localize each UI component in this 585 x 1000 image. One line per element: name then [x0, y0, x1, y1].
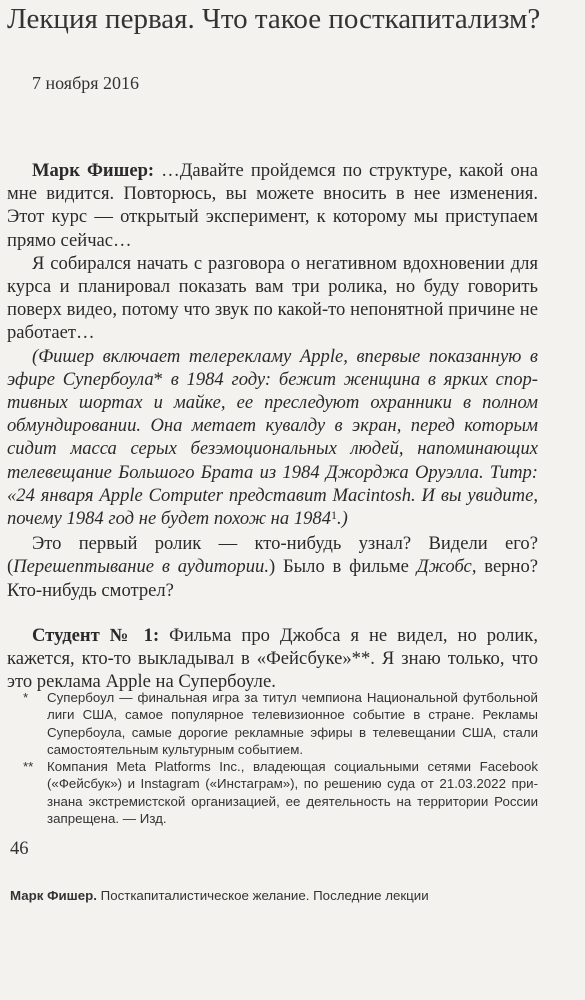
footnote-ref-2: ** — [351, 648, 371, 670]
footnote-2: ** Компания Meta Platforms Inc., владеющая социальными сетями Facebook («Фейсбук») и Instagram («Инстаграм»), по решению суда от 21.03.2022 признана экстремистской организацией, ее деятельность на территории России запрещена. — Изд. — [23, 759, 538, 827]
running-footer: Марк Фишер. Посткапиталистическое желание. Последние лекции — [10, 888, 429, 903]
main-text — [7, 159, 538, 693]
chapter-title: Лекция первая. Что такое посткапитализм? — [7, 3, 541, 35]
paragraph-4: Это первый ролик — кто-нибудь узнал? Видели его? (Перешептывание в аудитории.) Было в фильме Джобс, верно? Кто-нибудь смотрел? — [7, 533, 538, 601]
stage-direction: (Фишер включает телерекламу Apple, впервые показанную в эфире Супербоула* в 1984 году: бежит женщина в ярких спортивных шортах и майке, ее преследуют охранники в полном обмундировании. Она метает кувалду в экран, перед которым сидит масса серых безэмоциональных людей, напоминающих телевещание Большого Брата из 1984 Джорджа Оруэлла. Титр: «24 января Apple Computer представит Macintosh. И вы увидите, почему 1984 год не будет похож на 1984$^1$.) — [7, 345, 538, 530]
lecture-date: 7 ноября 2016 — [32, 73, 140, 93]
endnote-ref-1: 1 — [331, 508, 338, 523]
speaker-fisher: Марк Фишер: — [32, 160, 155, 181]
paragraph-5: Студент № 1: Фильма про Джобса я не видел, но ролик, кажется, кто-то выкладывал в «Фейсбуке»**. Я знаю только, что это реклама Apple на Супербоуле. — [7, 624, 539, 693]
footnote-ref-1: * — [153, 368, 163, 390]
page-number: 46 — [10, 838, 29, 859]
footnotes — [7, 689, 538, 827]
paragraph-1: Марк Фишер: …Давайте пройдемся по структуре, какой она мне видится. Повторюсь, вы можете вносить в нее изменения. Этот курс — открытый эксперимент, к которому мы приступаем прямо сейчас… — [7, 160, 538, 251]
paragraph-2: Я собирался начать с разговора о негативном вдохновении для курса и планировал показать вам три ролика, но буду говорить поверх видео, потому что звук по какой-то непонятной причине не работает… — [7, 252, 538, 344]
footnote-1: * Супербоул — финальная игра за титул чемпиона Национальной футбольной лиги США, самое популярное телевизионное событие в стране. Рекламы Супербоула, самые дорогие рекламные эфиры в телевещании США, стали самостоятельным культурным событием. — [23, 690, 538, 757]
speaker-student: Студент № 1: — [32, 624, 160, 646]
